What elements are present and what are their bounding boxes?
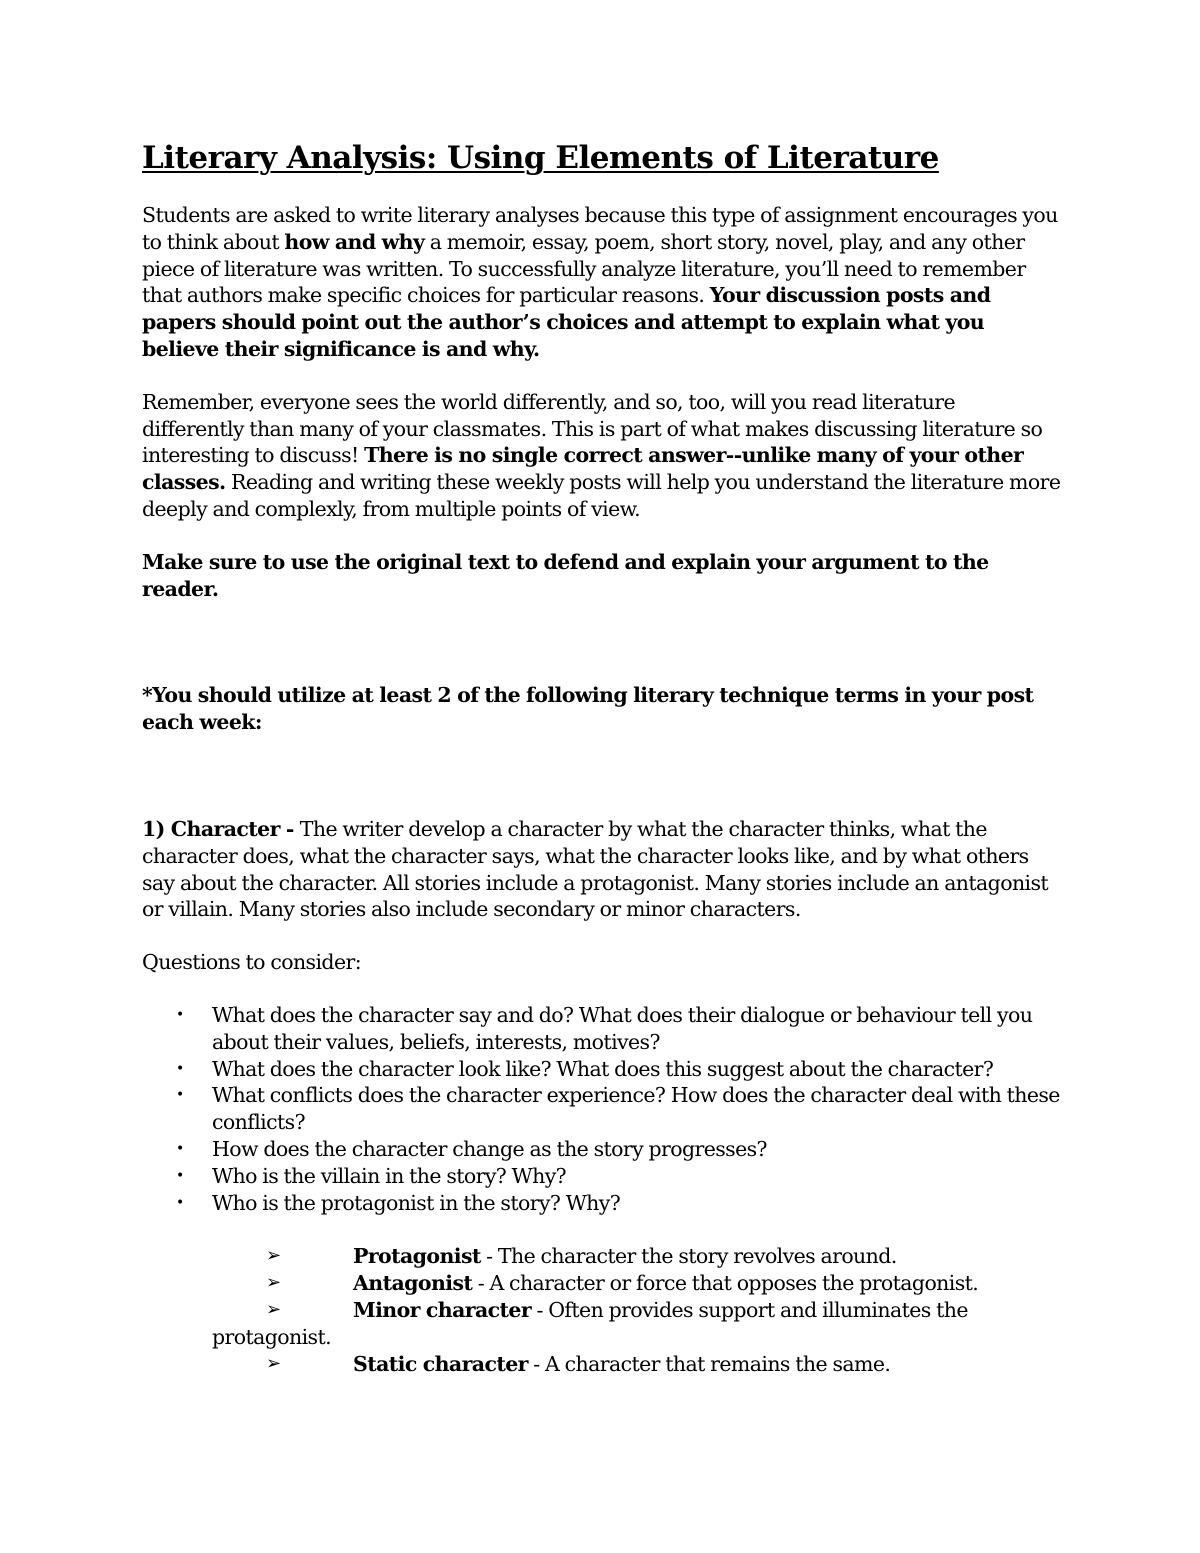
definition-term: Static character [353, 1351, 528, 1376]
bullet-icon: • [176, 1194, 184, 1211]
definition-text: - Often provides support and illuminates the [531, 1297, 968, 1322]
list-item [142, 1056, 1062, 1083]
remember-text-1: Remember, everyone sees the world differently, and so, too, will you read literature differently than many of your classmates. This is part of what makes discussing literature so interesting to discuss! [142, 389, 1043, 468]
bullet-icon: • [176, 1060, 184, 1077]
remember-paragraph [142, 389, 1062, 523]
page-title: Literary Analysis: Using Elements of Literature [142, 140, 939, 176]
arrow-bullet-icon: ➢ [266, 1245, 281, 1267]
utilize-paragraph [142, 682, 1062, 736]
question-text: What does the character say and do? What does their dialogue or behaviour tell you about their values, beliefs, interests, motives? [212, 1002, 1033, 1054]
arrow-bullet-icon: ➢ [266, 1298, 281, 1320]
list-item [142, 1002, 1062, 1056]
definition-minor-character [142, 1297, 1062, 1324]
bullet-icon: • [176, 1167, 184, 1184]
list-item [142, 1190, 1062, 1217]
definition-text: - The character the story revolves around. [480, 1244, 897, 1269]
questions-heading: Questions to consider: [142, 950, 361, 975]
character-text: The writer develop a character by what the character thinks, what the character does, what the character says, what the character looks like, and by what others say about the character. All stories include a protagonist. Many stories include an antagonist or villain. Many stories also include secondary or minor characters. [142, 816, 1049, 922]
definition-antagonist [142, 1270, 1062, 1297]
intro-text-2: a memoir, essay, poem, short story, novel, play, and any other piece of literature was written. To successfully analyze literature, you’ll need to remember that authors make specific choices for particular reasons. [142, 229, 1026, 308]
character-term: 1) Character - [142, 816, 300, 841]
bullet-icon: • [176, 1006, 184, 1023]
document-page [142, 138, 1062, 1377]
definition-minor-character-wrap: protagonist. [212, 1324, 332, 1349]
intro-bold-1: how and why [284, 229, 425, 254]
list-item [142, 1163, 1062, 1190]
definition-term: Antagonist [353, 1271, 473, 1296]
character-paragraph [142, 816, 1062, 923]
definition-term: Protagonist [353, 1244, 481, 1269]
utilize-text: *You should utilize at least 2 of the following literary technique terms in your post each week: [142, 683, 1034, 735]
remember-bold: There is no single correct answer--unlike many of your other classes. [142, 443, 1024, 495]
definitions-list [142, 1243, 1062, 1377]
remember-text-2: Reading and writing these weekly posts will help you understand the literature more deeply and complexly, from multiple points of view. [142, 470, 1061, 521]
question-text: How does the character change as the story progresses? [212, 1136, 767, 1161]
list-item [142, 1136, 1062, 1163]
question-text: What does the character look like? What does this suggest about the character? [212, 1056, 994, 1081]
definition-protagonist [142, 1243, 1062, 1270]
intro-paragraph [142, 202, 1062, 363]
question-text: Who is the protagonist in the story? Why? [212, 1190, 621, 1215]
definition-text: - A character that remains the same. [527, 1351, 891, 1376]
definition-text: - A character or force that opposes the protagonist. [472, 1271, 979, 1296]
list-item [142, 1082, 1062, 1136]
arrow-bullet-icon: ➢ [266, 1352, 281, 1374]
question-text: What conflicts does the character experience? How does the character deal with these conflicts? [212, 1083, 1060, 1135]
question-text: Who is the villain in the story? Why? [212, 1163, 567, 1188]
bullet-icon: • [176, 1087, 184, 1104]
bullet-icon: • [176, 1140, 184, 1157]
questions-list [142, 1002, 1062, 1216]
arrow-bullet-icon: ➢ [266, 1272, 281, 1294]
intro-bold-2: Your discussion posts and papers should point out the author’s choices and attempt to explain what you believe their significance is and why. [142, 283, 991, 361]
definition-term: Minor character [353, 1297, 532, 1322]
definition-static-character [142, 1351, 1062, 1378]
make-sure-text: Make sure to use the original text to defend and explain your argument to the reader. [142, 549, 989, 601]
make-sure-paragraph [142, 549, 1062, 603]
intro-text-1: Students are asked to write literary analyses because this type of assignment encourages you to think about [142, 203, 1058, 254]
